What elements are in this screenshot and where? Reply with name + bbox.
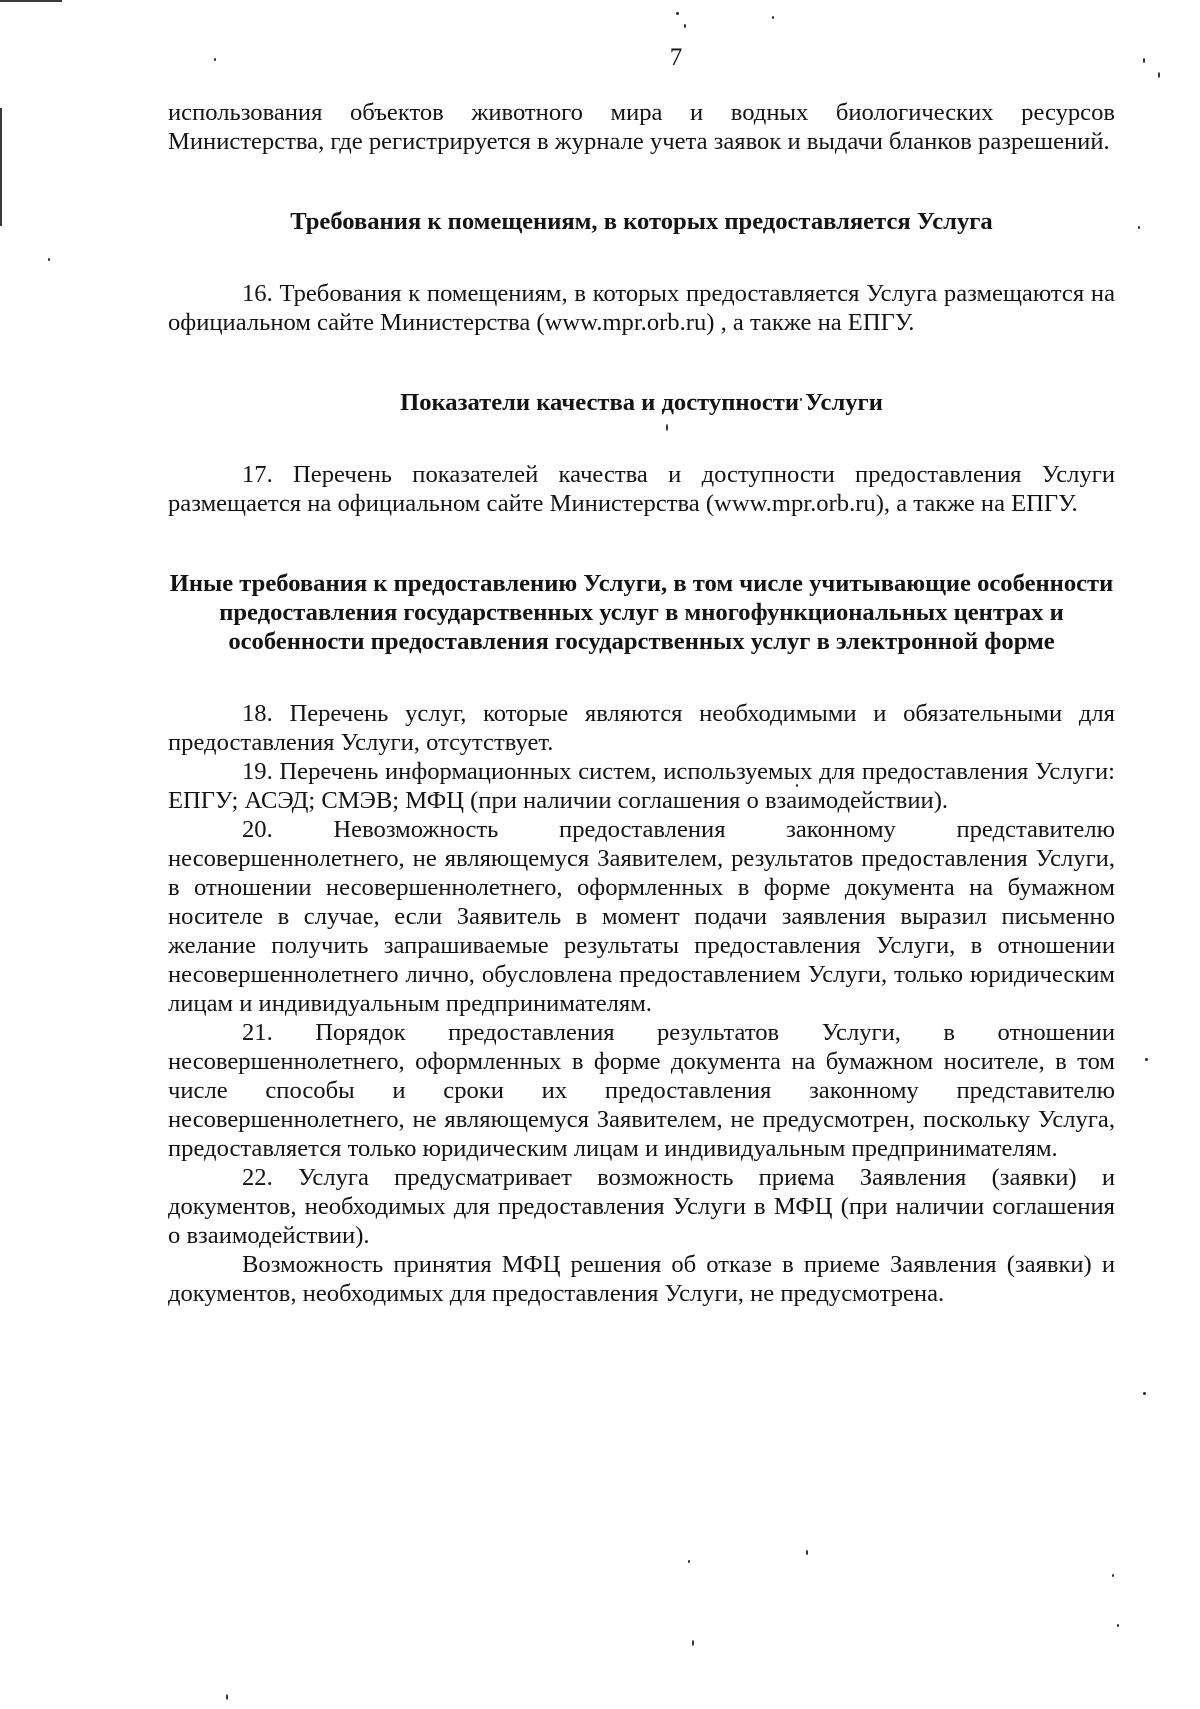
paragraph-22: 22. Услуга предусматривает возможность приема Заявления (заявки) и документов, необходимых для предоставления Услуги в МФЦ (при наличии соглашения о взаимодействии). [168,1164,1115,1249]
scan-speck [1117,1624,1119,1627]
heading-premises: Требования к помещениям, в которых предоставляется Услуга [290,208,993,235]
scan-speck [676,12,679,15]
scan-speck [226,1694,228,1700]
scan-edge-mark [0,0,62,2]
paragraph-19: 19. Перечень информационных систем, используемых для предоставления Услуги: ЕПГУ; АСЭД; СМЭВ; МФЦ (при наличии соглашения о взаимодействии). [168,758,1115,814]
paragraph-16: 16. Требования к помещениям, в которых предоставляется Услуга размещаются на официальном сайте Министерства (www.mpr.orb.ru) , а также на ЕПГУ. [168,280,1115,336]
scan-speck [692,1640,694,1646]
scan-speck [772,16,774,19]
scan-speck [1143,1392,1146,1395]
scan-speck [1145,1058,1148,1061]
paragraph-22-refusal: Возможность принятия МФЦ решения об отказе в приеме Заявления (заявки) и документов, необходимых для предоставления Услуги, не предусмотрена. [168,1251,1115,1307]
paragraph-20: 20. Невозможность предоставления законному представителю несовершеннолетнего, не являющемуся Заявителем, результатов предоставления Услуги, в отношении несовершеннолетнего, оформленных в форме документа на бумажном носителе в случае, если Заявитель в момент подачи заявления выразил письменно желание получить запрашиваемые результаты предоставления Услуги, в отношении несовершеннолетнего лично, обусловлена предоставлением Услуги, только юридическим лицам и индивидуальным предпринимателям. [168,816,1115,1017]
heading-quality: Показатели качества и доступности Услуги [400,389,883,416]
paragraph-21: 21. Порядок предоставления результатов Услуги, в отношении несовершеннолетнего, оформленных в форме документа на бумажном носителе, в том числе способы и сроки их предоставления законному представителю несовершеннолетнего, не являющемуся Заявителем, не предусмотрен, поскольку Услуга, предоставляется только юридическим лицам и индивидуальным предпринимателям. [168,1019,1115,1162]
scan-speck [688,1560,690,1563]
heading-other-requirements: Иные требования к предоставлению Услуги, в том числе учитывающие особенности предоставления государственных услуг в многофункциональных центрах и особенности предоставления государственных услуг в электронной форме [169,570,1114,655]
scan-speck [1112,1574,1114,1577]
scan-speck [684,24,686,28]
paragraph-18: 18. Перечень услуг, которые являются необходимыми и обязательными для предоставления Услуги, отсутствует. [168,700,1115,756]
scan-speck [1158,72,1160,78]
paragraph-17: 17. Перечень показателей качества и доступности предоставления Услуги размещается на официальном сайте Министерства (www.mpr.orb.ru), а также на ЕПГУ. [168,461,1115,517]
scan-left-border [0,108,2,226]
scan-speck [48,258,50,261]
document-body [168,98,1115,1308]
scan-speck [1138,226,1140,229]
intro-continuation: использования объектов животного мира и водных биологических ресурсов Министерства, где регистрируется в журнале учета заявок и выдачи бланков разрешений. [168,99,1115,155]
scan-speck [806,1550,808,1555]
page-number: 7 [669,44,683,71]
